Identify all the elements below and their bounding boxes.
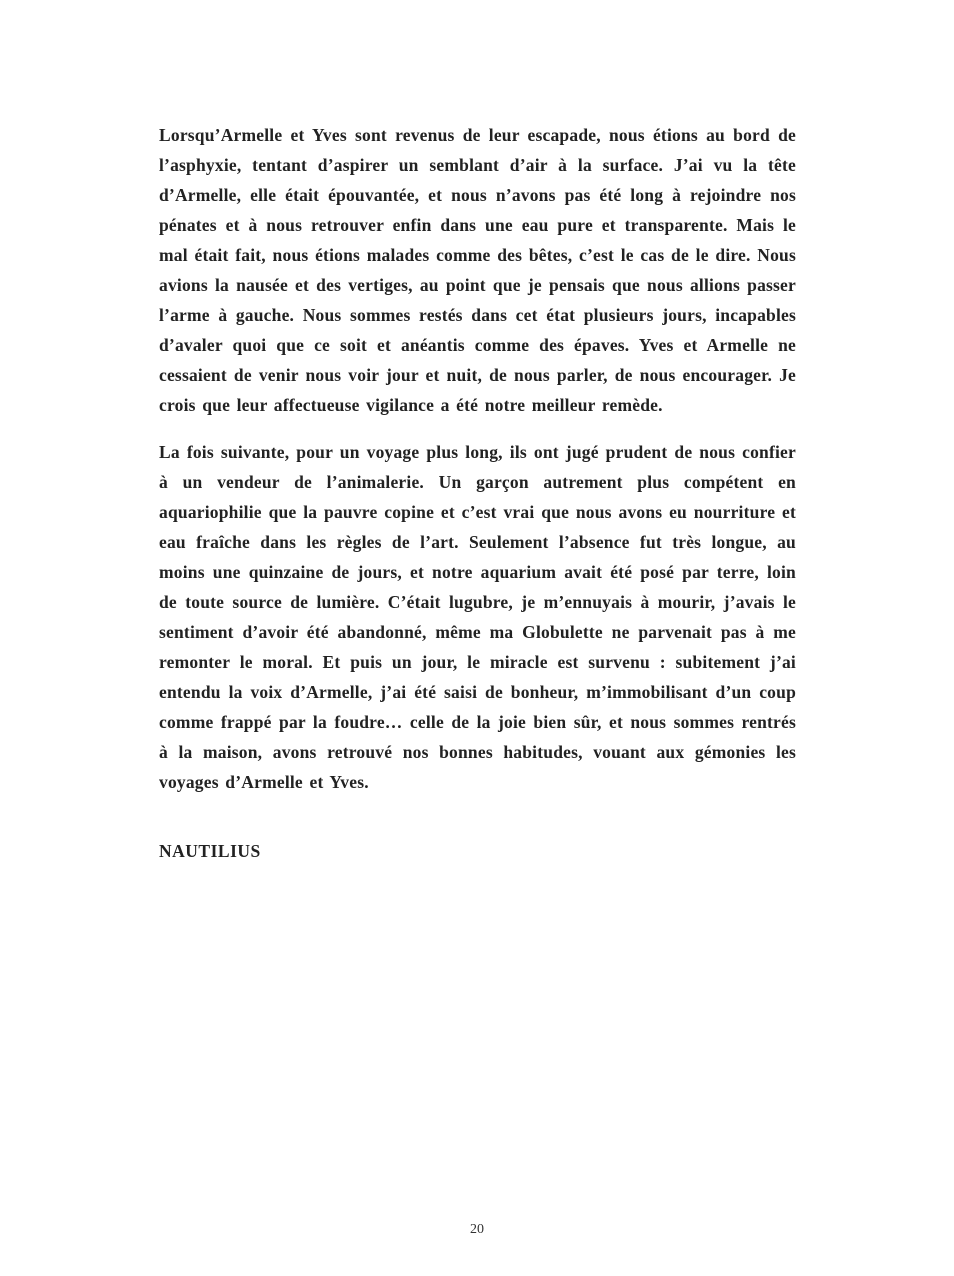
page-number: 20 <box>470 1222 484 1237</box>
signature: NAUTILIUS <box>159 841 261 861</box>
text-block <box>159 120 796 862</box>
paragraph-1: Lorsqu’Armelle et Yves sont revenus de leur escapade, nous étions au bord de l’asphyxie, tentant d’aspirer un semblant d’air à la surface. J’ai vu la tête d’Armelle, elle était épouvantée, et nous n’avons pas été long à rejoindre nos pénates et à nous retrouver enfin dans une eau pure et transparente. Mais le mal était fait, nous étions malades comme des bêtes, c’est le cas de le dire. Nous avions la nausée et des vertiges, au point que je pensais que nous allions passer l’arme à gauche. Nous sommes restés dans cet état plusieurs jours, incapables d’avaler quoi que ce soit et anéantis comme des épaves. Yves et Armelle ne cessaient de venir nous voir jour et nuit, de nous parler, de nous encourager. Je crois que leur affectueuse vigilance a été notre meilleur remède. <box>159 125 796 415</box>
paragraph-2: La fois suivante, pour un voyage plus long, ils ont jugé prudent de nous confier à un vendeur de l’animalerie. Un garçon autrement plus compétent en aquariophilie que la pauvre copine et c’est vrai que nous avons eu nourriture et eau fraîche dans les règles de l’art. Seulement l’absence fut très longue, au moins une quinzaine de jours, et notre aquarium avait été posé par terre, loin de toute source de lumière. C’était lugubre, je m’ennuyais à mourir, j’avais le sentiment d’avoir été abandonné, même ma Globulette ne parvenait pas à me remonter le moral. Et puis un jour, le miracle est survenu : subitement j’ai entendu la voix d’Armelle, j’ai été saisi de bonheur, m’immobilisant d’un coup comme frappé par la foudre… celle de la joie bien sûr, et nous sommes rentrés à la maison, avons retrouvé nos bonnes habitudes, vouant aux gémonies les voyages d’Armelle et Yves. <box>159 442 796 792</box>
